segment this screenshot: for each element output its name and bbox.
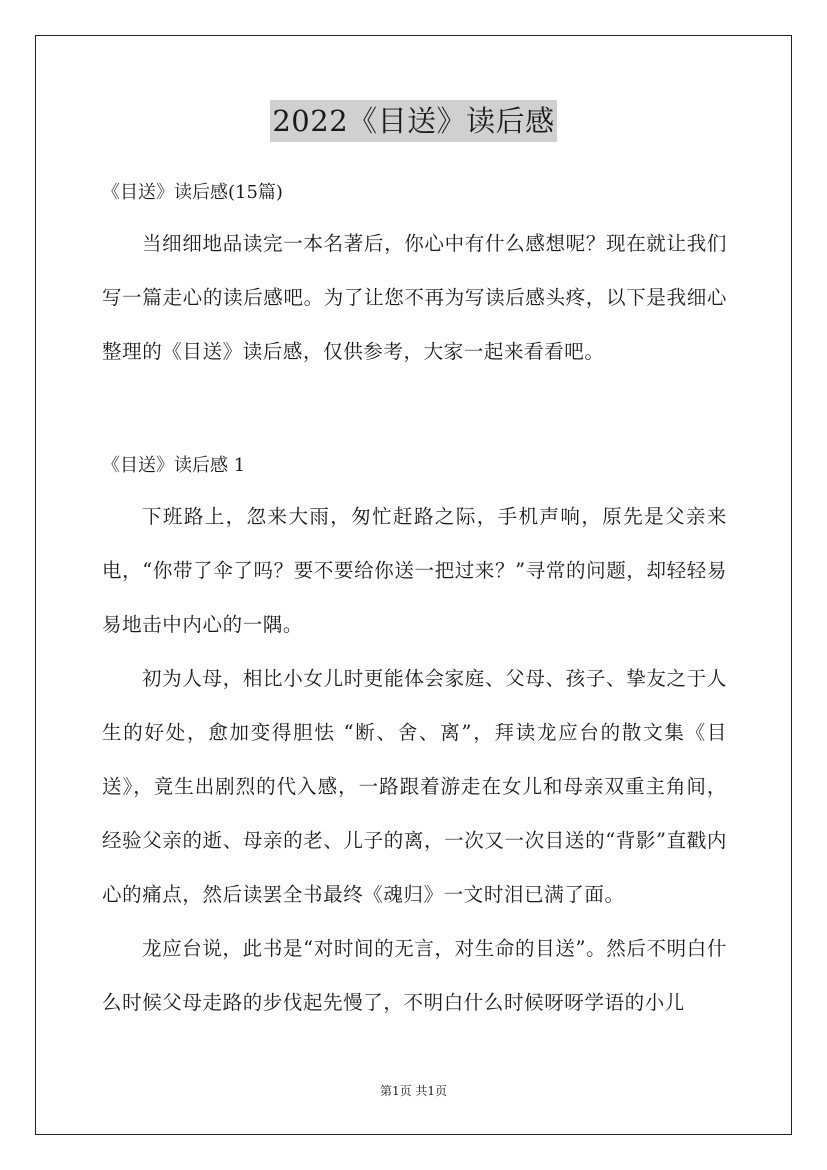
- body-paragraph-3: 龙应台说，此书是“对时间的无言，对生命的目送”。然后不明白什么时候父母走路的步伐起先慢了，不明白什么时候呀呀学语的小儿: [102, 937, 727, 1014]
- title-container: [0, 100, 827, 142]
- page-footer: 第1页 共1页: [379, 1084, 448, 1098]
- body-paragraph-2: 初为人母，相比小女儿时更能体会家庭、父母、孩子、挚友之于人生的好处，愈加变得胆怯 “断、舍、离”，拜读龙应台的散文集《目送》，竟生出剧烈的代入感，一路跟着游走在女儿和母亲双重主角间，经验父亲的逝、母亲的老、儿子的离，一次又一次目送的“背影”直戳内心的痛点，然后读罢全书最终《魂归》一文时泪已满了面。: [102, 667, 727, 906]
- intro-paragraph: 当细细地品读完一本名著后，你心中有什么感想呢？现在就让我们写一篇走心的读后感吧。为了让您不再为写读后感头疼，以下是我细心整理的《目送》读后感，仅供参考，大家一起来看看吧。: [102, 232, 727, 363]
- document-subtitle: 《目送》读后感(15篇): [102, 182, 283, 203]
- document-title: 2022《目送》读后感: [270, 100, 556, 142]
- body-paragraph-1: 下班路上，忽来大雨，匆忙赶路之际，手机声响，原先是父亲来电，“你带了伞了吗？要不要给你送一把过来？”寻常的问题，却轻轻易易地击中内心的一隅。: [102, 505, 727, 636]
- section-heading: 《目送》读后感 1: [102, 455, 246, 476]
